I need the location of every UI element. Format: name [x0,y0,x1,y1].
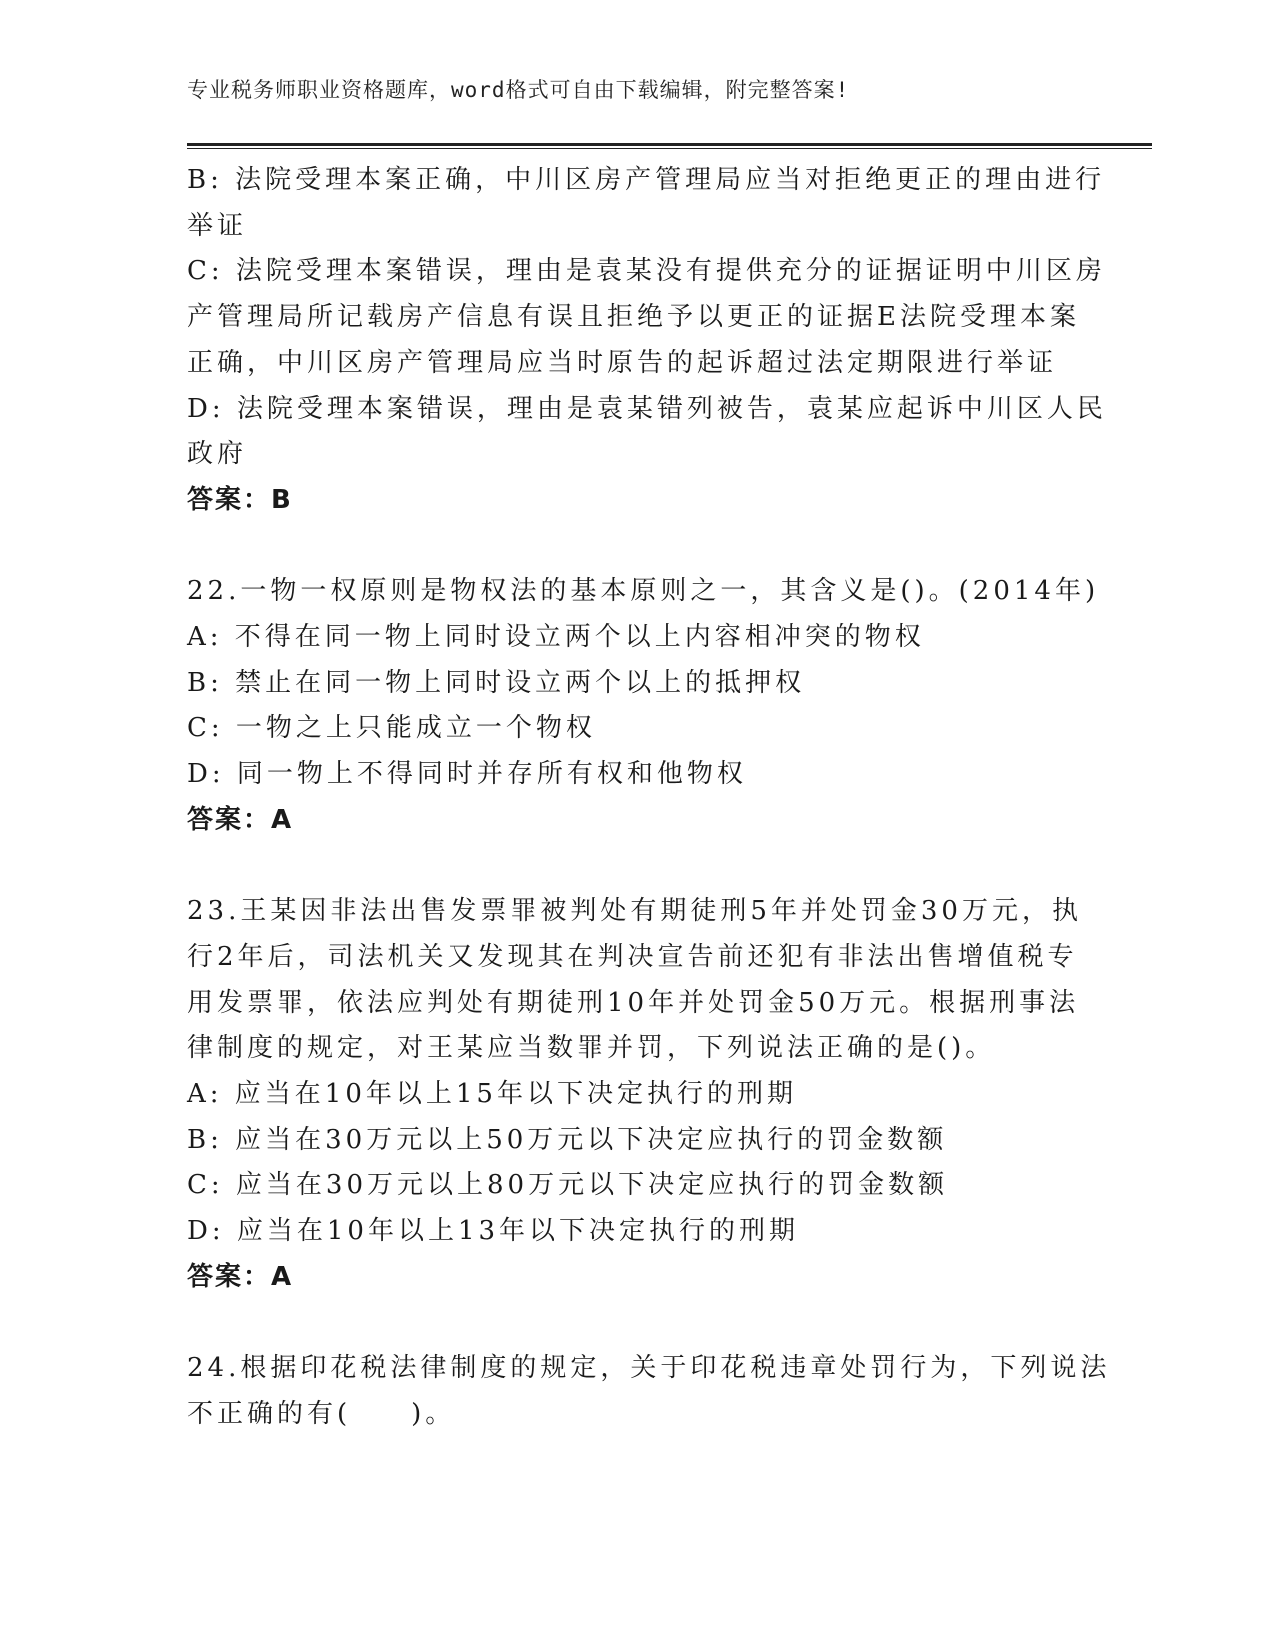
question-content [187,158,1111,1438]
spacer [187,844,1087,890]
option-line: 正确，中川区房产管理局应当时原告的起诉超过法定期限进行举证 [187,347,1058,378]
question-stem: 23.王某因非法出售发票罪被判处有期徒刑5年并处罚金30万元，执 [187,896,1082,927]
option-b: B: 禁止在同一物上同时设立两个以上的抵押权 [187,667,806,698]
option-line: 产管理局所记载房产信息有误且拒绝予以更正的证据E法院受理本案 [187,302,1080,333]
option-line: B: 法院受理本案正确，中川区房产管理局应当对拒绝更正的理由进行 [187,165,1106,195]
answer-label: 答案：B [187,484,293,515]
question-stem: 不正确的有( )。 [187,1398,456,1429]
question-23 [187,889,1087,1300]
question-stem: 24.根据印花税法律制度的规定，关于印花税违章处罚行为，下列说法 [187,1353,1111,1384]
question-24 [187,1346,1111,1437]
prev-question-options [187,158,1107,478]
header-divider [187,143,1152,149]
question-stem: 22.一物一权原则是物权法的基本原则之一，其含义是()。(2014年) [187,576,1100,607]
option-b: B: 应当在30万元以上50万元以下决定应执行的罚金数额 [187,1124,948,1155]
page-header: 专业税务师职业资格题库，word格式可自由下载编辑，附完整答案! [187,78,850,102]
option-line: C: 法院受理本案错误，理由是袁某没有提供充分的证据证明中川区房 [187,256,1106,287]
option-line: 举证 [187,210,248,241]
option-c: C: 一物之上只能成立一个物权 [187,713,596,744]
option-c: C: 应当在30万元以上80万元以下决定应执行的罚金数额 [187,1170,949,1201]
spacer [187,1301,1087,1347]
option-d: D: 同一物上不得同时并存所有权和他物权 [187,759,747,790]
answer-label: 答案：A [187,804,294,835]
question-22 [187,569,1100,843]
option-line: D: 法院受理本案错误，理由是袁某错列被告，袁某应起诉中川区人民 [187,393,1107,424]
option-a: A: 不得在同一物上同时设立两个以上内容相冲突的物权 [187,622,925,653]
question-stem: 律制度的规定，对王某应当数罪并罚，下列说法正确的是()。 [187,1033,996,1064]
option-a: A: 应当在10年以上15年以下决定执行的刑期 [187,1079,797,1110]
question-stem: 行2年后，司法机关又发现其在判决宣告前还犯有非法出售增值税专 [187,941,1078,972]
option-d: D: 应当在10年以上13年以下决定执行的刑期 [187,1216,800,1247]
option-line: 政府 [187,439,248,470]
spacer [187,524,1087,570]
question-stem: 用发票罪，依法应判处有期徒刑10年并处罚金50万元。根据刑事法 [187,987,1080,1018]
answer-label: 答案：A [187,1261,294,1292]
